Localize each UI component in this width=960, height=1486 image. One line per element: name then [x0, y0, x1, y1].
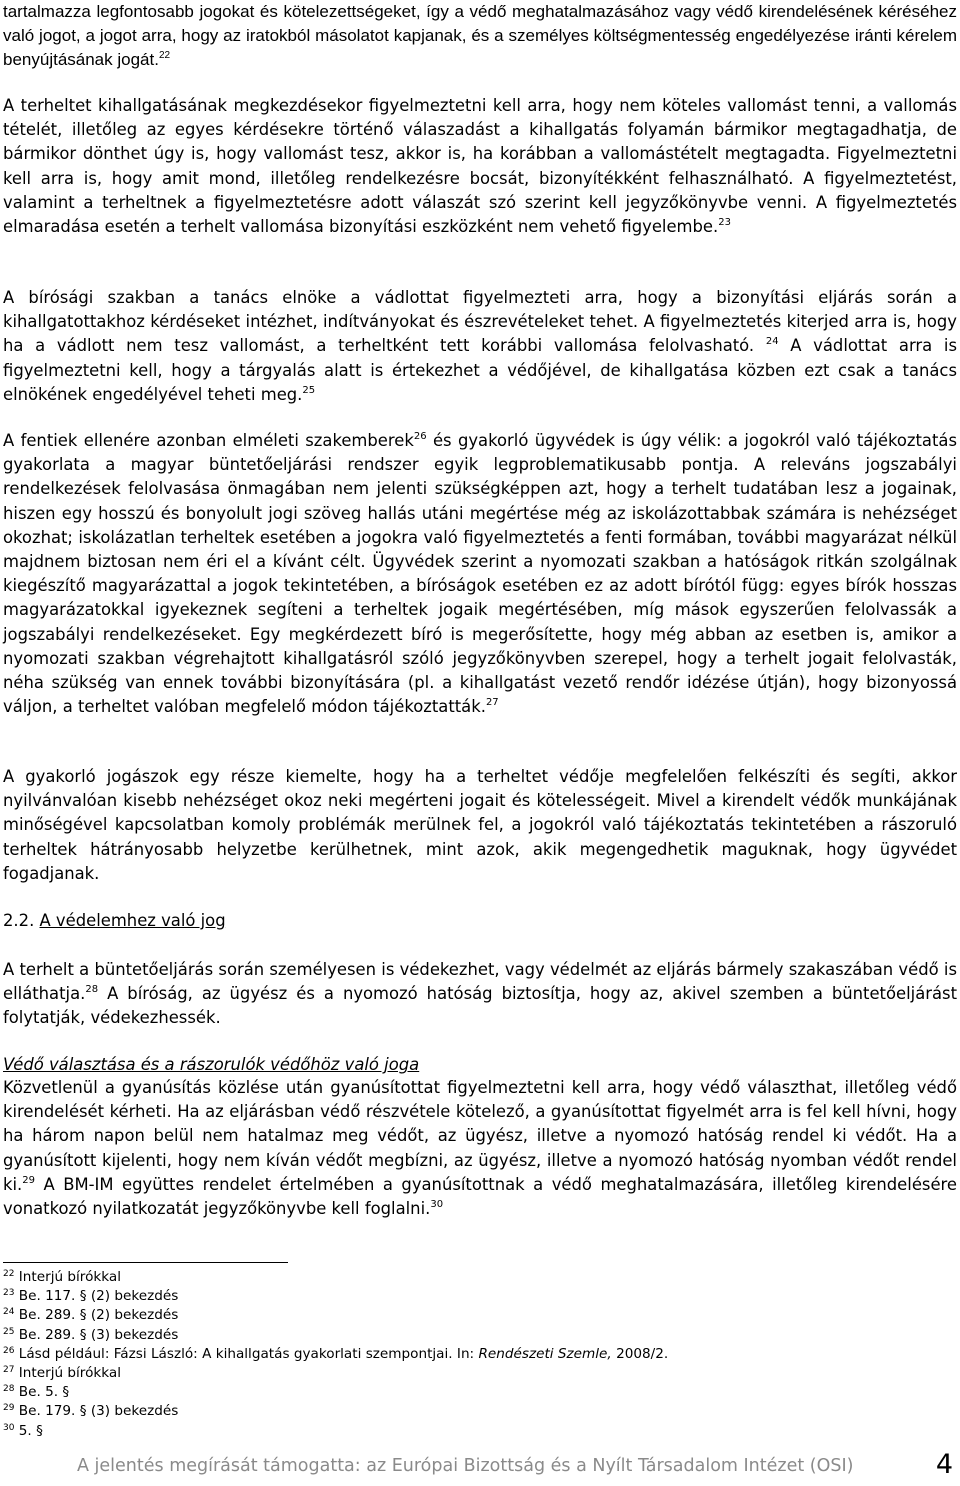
footnote-item — [3, 1268, 943, 1287]
paragraph-6-text-a: A terhelt a büntetőeljárás során személyesen is védekezhet, vagy védelmét az eljárás bármely szakaszában védő is elláthatja. — [3, 960, 957, 1004]
footnote-text: Lásd például: Fázsi László: A kihallgatás gyakorlati szempontjai. In: — [18, 1345, 475, 1362]
paragraph-1 — [3, 0, 957, 73]
subsection-heading: Védő választása és a rászorulók védőhöz való joga — [3, 1055, 420, 1074]
footnote-text: 5. § — [18, 1422, 43, 1439]
paragraph-4 — [3, 429, 957, 719]
footnote-text: Be. 289. § (3) bekezdés — [18, 1326, 179, 1343]
paragraph-5-text: A gyakorló jogászok egy része kiemelte, hogy ha a terheltet védője megfelelően felkészíti és segíti, akkor nyilvánvalóan kisebb nehézséget okoz neki megérteni jogait és kötelességeit. Mivel a kirendelt védők munkájának minőségével kapcsolatban komoly problémák merülnek fel, a jogokról való tájékoztatás tekintetében a rászoruló terheltek hátrányosabb helyzetbe kerülhetnek, mint azok, akik megengedhetik maguknak, hogy ügyvédet fogadjanak. — [3, 767, 957, 883]
page-footer — [77, 1449, 957, 1485]
section-title: A védelemhez való jog — [39, 911, 226, 930]
footnote-list — [3, 1268, 943, 1441]
paragraph-1-text: tartalmazza legfontosabb jogokat és kötelezettségeket, így a védő meghatalmazásához vagy védő kirendelésének kéréséhez való jogot, a jogot arra, hogy az iratokból másolatot kapjanak, és a személyes költségmentesség engedélyezése iránti kérelem benyújtásának jogát. — [3, 2, 957, 70]
paragraph-3-text-a: A bírósági szakban a tanács elnöke a vádlottat figyelmezteti arra, hogy a bizonyítási eljárás során a kihallgatottakhoz kérdéseket intézhet, indítványokat és észrevételeket tehet. A figyelmeztetés kiterjed arra is, hogy ha a vádlott nem tesz vallomást, a terheltként tett korábbi vallomása felolvasható. — [3, 288, 957, 356]
footnote-ref[interactable]: 27 — [485, 697, 499, 709]
paragraph-3-text-b: A vádlottat arra is figyelmeztetni kell, hogy a tárgyalás alatt is értekezhet a védőjével, de kihallgatása közben ezt csak a tanács elnökének engedélyével teheti meg. — [3, 336, 957, 404]
paragraph-2-text: A terheltet kihallgatásának megkezdésekor figyelmeztetni kell arra, hogy nem köteles vallomást tenni, a vallomás tételét, illetőleg az egyes kérdésekre történő válaszadást a kihallgatás folyamán bármikor megtagadhatja, de bármikor dönthet úgy is, hogy vallomást tesz, akkor is, ha korábban a vallomástételt megtagadta. Figyelmeztetni kell arra is, hogy amit mond, illetőleg rendelkezésre bocsát, bizonyítékként felhasználható. A figyelmeztetést, valamint a terheltnek a figyelmeztetésre adott válaszát szó szerint kell jegyzőkönyvbe venni. A figyelmeztetés elmaradása esetén a terhelt vallomása bizonyítási eszközként nem vehető figyelembe. — [3, 96, 957, 237]
footnote-item — [3, 1383, 943, 1402]
footnote-text-tail: 2008/2. — [616, 1345, 669, 1362]
footnote-ref[interactable]: 26 — [413, 431, 427, 442]
paragraph-7-text-a: Közvetlenül a gyanúsítás közlése után gyanúsítottat figyelmeztetni kell arra, hogy védő választhat, illetőleg védő kirendelését kérheti. Ha az eljárásban védő részvétele kötelező, a gyanúsítottat figyelmét arra is fel kell hívni, hogy ha három napon belül nem hatalmaz meg védőt, az ügyész, illetve a nyomozó hatóság rendel ki védőt. Ha a gyanúsított kijelenti, hogy nem kíván védőt megbízni, az ügyész, illetve a nyomozó hatóság nyomban védőt rendel ki. — [3, 1078, 957, 1194]
footnote-item — [3, 1364, 943, 1383]
footnote-source-title: Rendészeti Szemle, — [478, 1345, 612, 1362]
footnote-number: 22 — [3, 1269, 15, 1279]
footnote-number: 30 — [3, 1422, 15, 1433]
footnote-number: 26 — [3, 1345, 15, 1356]
footnote-item — [3, 1306, 943, 1325]
footnote-number: 28 — [3, 1384, 15, 1395]
footnote-number: 29 — [3, 1403, 15, 1414]
page-number: 4 — [935, 1449, 953, 1480]
footnote-text: Interjú bírókkal — [18, 1365, 122, 1382]
paragraph-6 — [3, 958, 957, 1031]
footnote-item — [3, 1326, 943, 1345]
footnote-text: Be. 117. § (2) bekezdés — [18, 1288, 179, 1305]
footnote-ref[interactable]: 30 — [430, 1199, 444, 1211]
footnote-text: Interjú bírókkal — [18, 1269, 122, 1285]
footnote-text: Be. 5. § — [18, 1384, 70, 1401]
paragraph-2 — [3, 94, 957, 239]
paragraph-7-text-b: A BM-IM együttes rendelet értelmében a gyanúsítottnak a védő meghatalmazására, illetőleg kirendelésére vonatkozó nyilatkozatát jegyzőkönyvbe kell foglalni. — [3, 1174, 957, 1219]
footnote-item — [3, 1422, 943, 1441]
footnote-ref[interactable]: 24 — [765, 336, 779, 348]
section-heading — [3, 909, 226, 933]
paragraph-3 — [3, 286, 957, 407]
footnote-number: 25 — [3, 1326, 15, 1337]
footnote-item — [3, 1402, 943, 1421]
footnote-item — [3, 1287, 943, 1306]
footnote-number: 24 — [3, 1307, 15, 1318]
footnote-number: 23 — [3, 1288, 15, 1299]
footnote-separator — [3, 1262, 288, 1263]
footnote-ref[interactable]: 23 — [718, 217, 731, 229]
footnote-text: Be. 179. § (3) bekezdés — [18, 1403, 179, 1420]
footnote-item — [3, 1345, 943, 1364]
paragraph-5 — [3, 765, 957, 886]
paragraph-4-text-a: A fentiek ellenére azonban elméleti szakemberek — [3, 431, 414, 450]
paragraph-6-text-b: A bíróság, az ügyész és a nyomozó hatóság biztosítja, hogy az, akivel szemben a büntetőeljárást folytatják, védekezhessék. — [3, 984, 957, 1028]
paragraph-7 — [3, 1076, 957, 1221]
footnote-ref[interactable]: 29 — [22, 1174, 35, 1186]
footnote-ref[interactable]: 28 — [85, 984, 99, 996]
footnote-ref[interactable]: 22 — [158, 50, 171, 62]
footnote-text: Be. 289. § (2) bekezdés — [18, 1307, 179, 1324]
footnote-ref[interactable]: 25 — [302, 384, 316, 396]
footnote-number: 27 — [3, 1365, 15, 1376]
footer-credit: A jelentés megírását támogatta: az Európai Bizottság és a Nyílt Társadalom Intézet (OSI) — [77, 1456, 854, 1476]
paragraph-4-text-b: és gyakorló ügyvédek is úgy vélik: a jogokról való tájékoztatás gyakorlata a magyar büntetőeljárási rendszer egyik legproblematikusabb pontja. A releváns jogszabályi rendelkezések felolvasása önmagában nem jelenti szükségképpen azt, hogy a terhelt tudatában lesz a jogainak, hiszen egy hosszú és bonyolult jogi szöveg hallás utáni megértése még az iskolázottabbak számára is nehézséget okozhat; iskolázatlan terheltek esetében a jogokra való figyelmeztetés a fenti formában, további magyarázat nélkül majdnem biztosan nem éri el a kívánt célt. Ügyvédek szerint a nyomozati szakban a hatóságok ritkán szolgálnak kiegészítő magyarázattal a jogok tekintetében, a bíróságok esetében ez az adott bírótól függ: egyes bírók hosszas magyarázatokkal igyekeznek segíteni a terheltek jogaik megértésében, míg mások egyszerűen felolvassák a jogszabályi rendelkezéseket. Egy megkérdezett bíró is megerősítette, hogy még abban az esetben is, amikor a nyomozati szakban végrehajtott kihallgatásról szóló jegyzőkönyvben szerepel, hogy a terhelt jogait felolvasták, néha szükség van ennek további bizonyítására (pl. a kihallgatást vezető rendőr idézése útján), hogy bizonyossá váljon, a terheltet valóban megfelelő módon tájékoztatták. — [3, 431, 957, 717]
section-number: 2.2. — [3, 911, 35, 930]
